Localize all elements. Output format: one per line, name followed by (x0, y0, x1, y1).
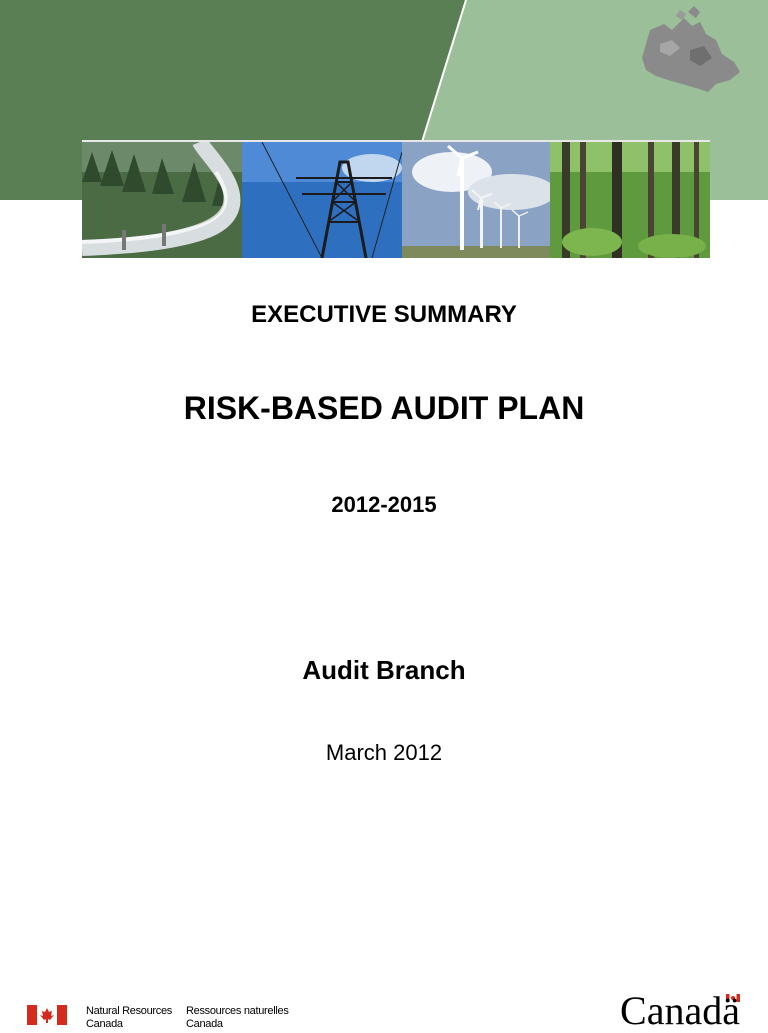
canada-wordmark: Canadä (620, 988, 740, 1033)
department-en-line1: Natural Resources (86, 1005, 172, 1017)
document-date: March 2012 (325, 740, 443, 765)
wind-turbine-photo (402, 142, 556, 258)
photo-strip (82, 140, 710, 260)
power-tower-photo (242, 142, 402, 258)
department-name-fr (186, 1005, 289, 1031)
energy-forest-photos (82, 142, 710, 258)
executive-summary-heading: EXECUTIVE SUMMARY (251, 301, 517, 328)
footer (0, 988, 768, 1033)
document-title: RISK-BASED AUDIT PLAN (183, 390, 585, 426)
forest-photo (550, 142, 710, 258)
department-name-en (86, 1005, 172, 1031)
canada-flag-icon (27, 1005, 67, 1025)
department-en-line2: Canada (86, 1018, 123, 1030)
department-fr-line2: Canada (186, 1018, 223, 1030)
department-fr-line1: Ressources naturelles (186, 1005, 289, 1017)
branch-name: Audit Branch (302, 655, 466, 685)
pipeline-photo (82, 142, 242, 258)
plan-period: 2012-2015 (331, 492, 437, 517)
